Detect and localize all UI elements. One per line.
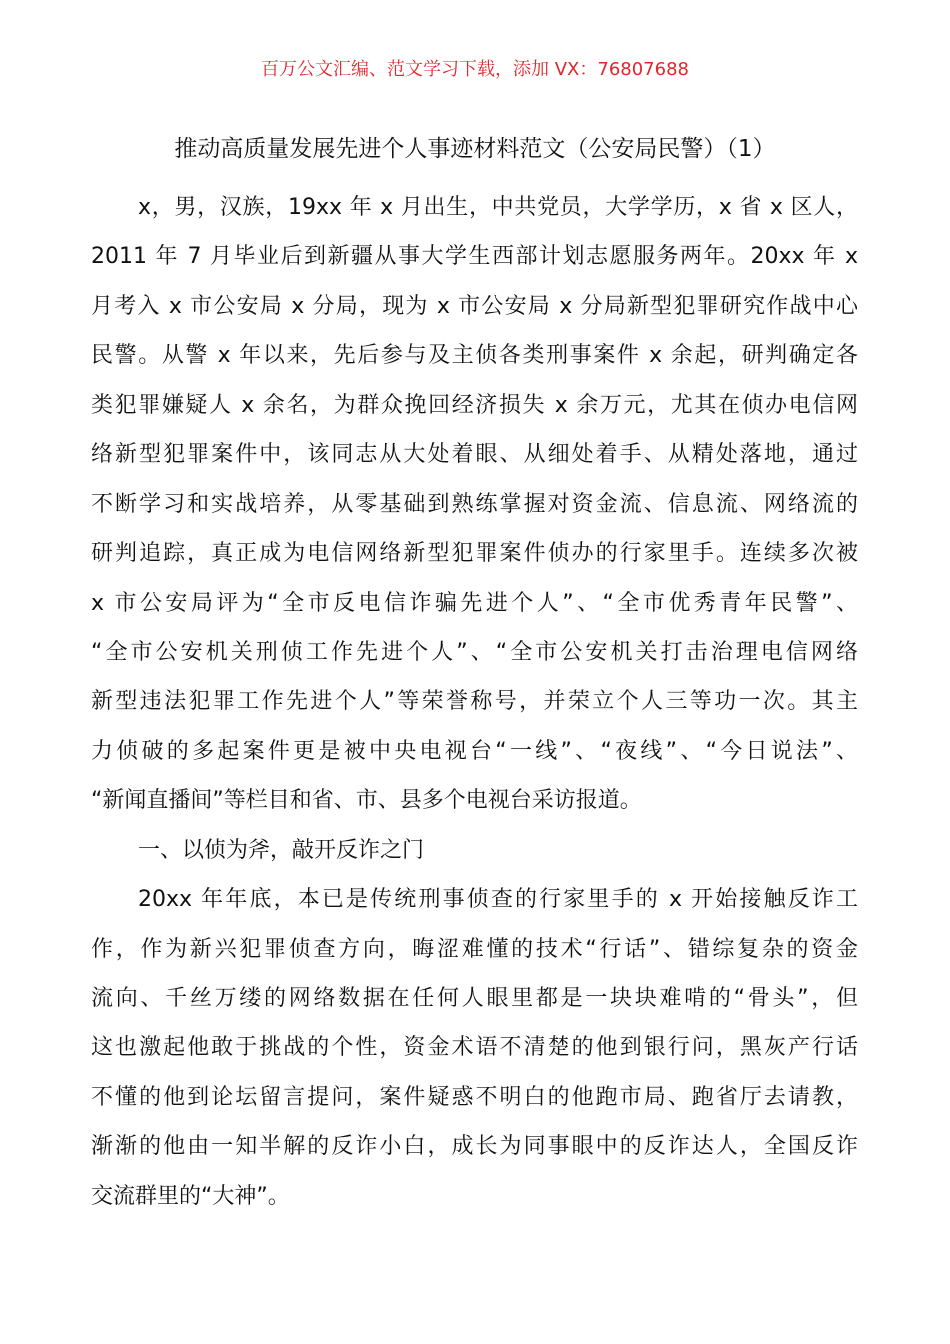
- text-line: 作，作为新兴犯罪侦查方向，晦涩难懂的技术“行话”、错综复杂的资金: [91, 936, 858, 962]
- text-line: 20xx 年年底，本已是传统刑事侦查的行家里手的 x 开始接触反诈工: [138, 887, 858, 913]
- text-line: x 市公安局评为“全市反电信诈骗先进个人”、“全市优秀青年民警”、: [91, 590, 858, 616]
- document-body: [91, 183, 858, 1221]
- text-line: 不懂的他到论坛留言提问，案件疑惑不明白的他跑市局、跑省厅去请教，: [91, 1084, 858, 1110]
- text-line: 月考入 x 市公安局 x 分局，现为 x 市公安局 x 分局新型犯罪研究作战中心: [91, 293, 858, 319]
- paragraph-section-1: [91, 875, 858, 1221]
- watermark-banner: 百万公文汇编、范文学习下载，添加 VX：76807688: [261, 59, 689, 80]
- text-line: 民警。从警 x 年以来，先后参与及主侦各类刑事案件 x 余起，研判确定各: [91, 343, 858, 369]
- heading-line: 一、以侦为斧，敲开反诈之门: [138, 837, 425, 863]
- document-title: 推动高质量发展先进个人事迹材料范文（公安局民警）（1）: [174, 136, 776, 162]
- section-heading: [91, 826, 858, 875]
- text-line: 类犯罪嫌疑人 x 余名，为群众挽回经济损失 x 余万元，尤其在侦办电信网: [91, 392, 858, 418]
- text-line: 络新型犯罪案件中，该同志从大处着眼、从细处着手、从精处落地，通过: [91, 442, 858, 468]
- text-line: 交流群里的“大神”。: [91, 1183, 290, 1209]
- text-line: 流向、千丝万缕的网络数据在任何人眼里都是一块块难啃的“骨头”，但: [91, 986, 858, 1011]
- text-line: 不断学习和实战培养，从零基础到熟练掌握对资金流、信息流、网络流的: [91, 491, 858, 517]
- text-line: 渐渐的他由一知半解的反诈小白，成长为同事眼中的反诈达人，全国反诈: [91, 1134, 858, 1160]
- text-line: 2011 年 7 月毕业后到新疆从事大学生西部计划志愿服务两年。20xx 年 x: [91, 244, 858, 270]
- text-line: “新闻直播间”等栏目和省、市、县多个电视台采访报道。: [91, 788, 642, 814]
- text-line: 研判追踪，真正成为电信网络新型犯罪案件侦办的行家里手。连续多次被: [91, 541, 858, 567]
- text-line: 这也激起他敢于挑战的个性，资金术语不清楚的他到银行问，黑灰产行话: [91, 1035, 858, 1061]
- text-line: 新型违法犯罪工作先进个人”等荣誉称号，并荣立个人三等功一次。其主: [91, 689, 858, 715]
- text-line: x，男，汉族，19xx 年 x 月出生，中共党员，大学学历，x 省 x 区人，: [138, 195, 858, 220]
- paragraph-intro: [91, 183, 858, 826]
- text-line: “全市公安机关刑侦工作先进个人”、“全市公安机关打击治理电信网络: [91, 639, 858, 665]
- text-line: 力侦破的多起案件更是被中央电视台“一线”、“夜线”、“今日说法”、: [91, 738, 858, 764]
